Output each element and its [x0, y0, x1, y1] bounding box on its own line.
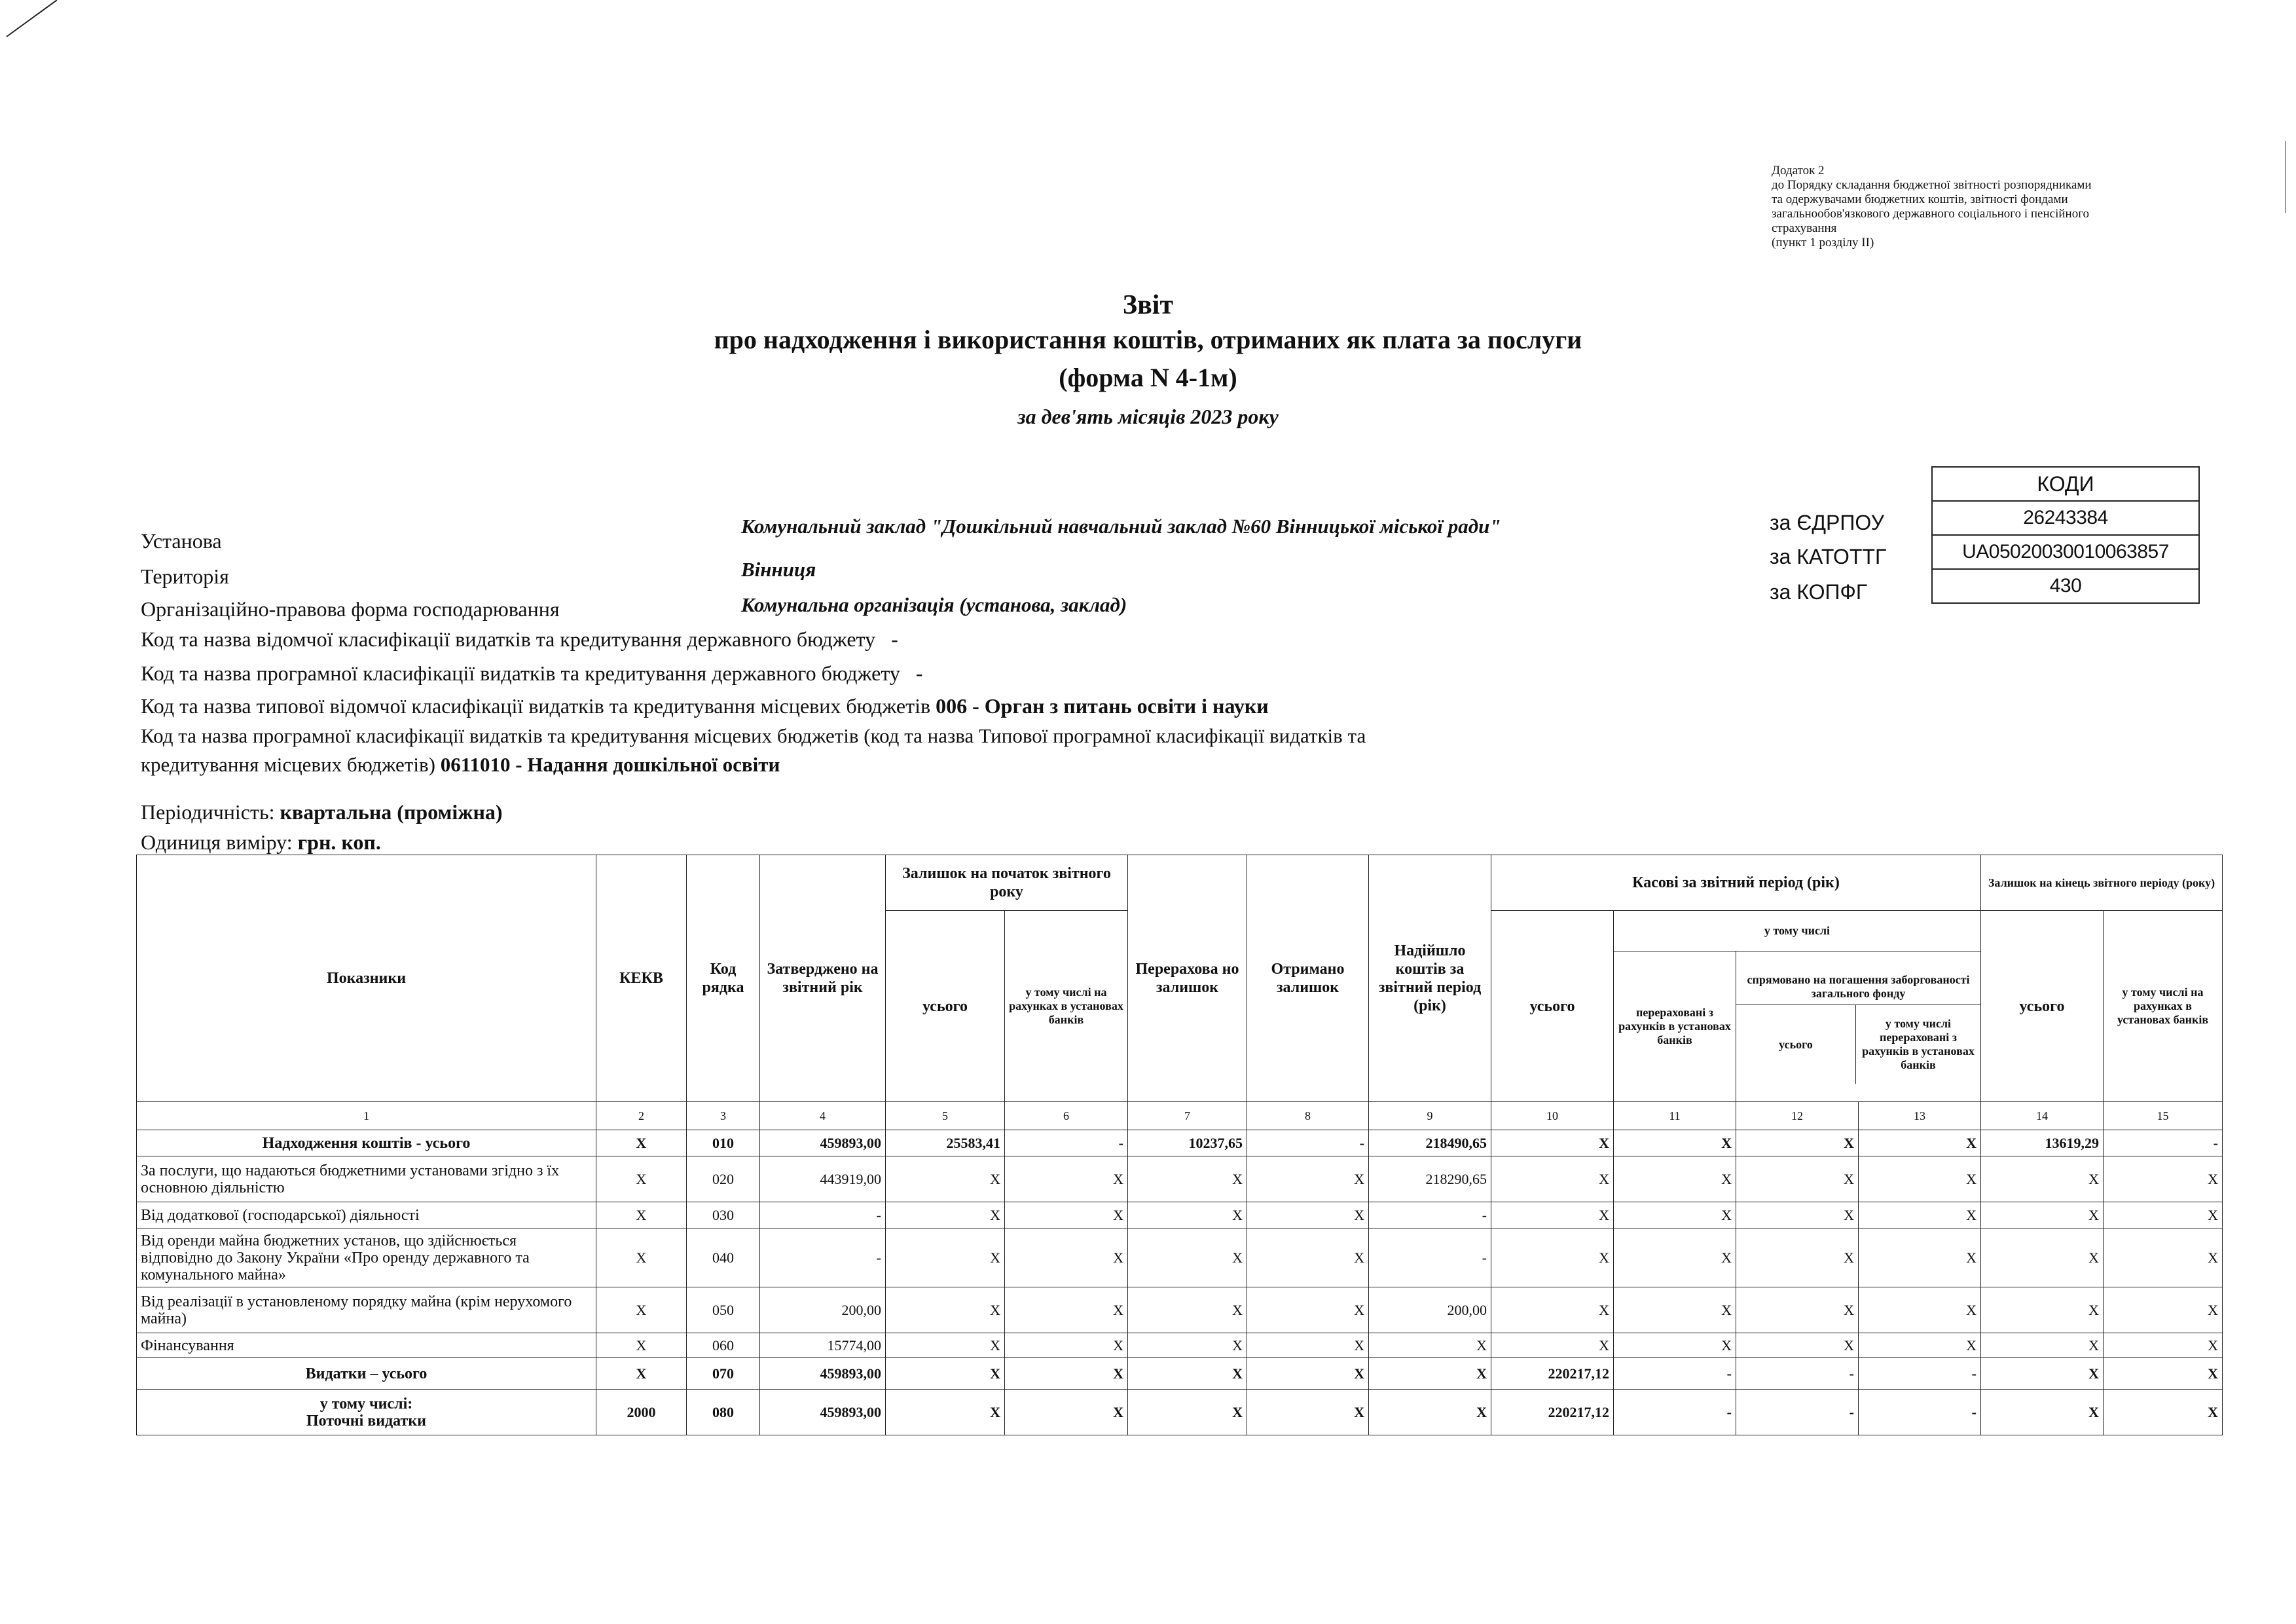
- row-label: Від реалізації в установленому порядку майна (крім нерухомого майна): [137, 1287, 596, 1333]
- cell-c7: X: [1128, 1228, 1247, 1287]
- cell-c14: X: [1981, 1228, 2104, 1287]
- cell-kekv: X: [596, 1202, 687, 1228]
- cell-c6: X: [1005, 1228, 1128, 1287]
- institution-label: Установа: [141, 529, 222, 553]
- cell-c14: X: [1981, 1358, 2104, 1390]
- cell-code: 080: [687, 1390, 760, 1435]
- cell-c7: X: [1128, 1156, 1247, 1202]
- cell-c10: X: [1491, 1228, 1614, 1287]
- unit-label: Одиниця виміру:: [141, 830, 293, 854]
- debt-repay-label: спрямовано на погашення заборгованості загального фонду: [1736, 969, 1980, 1005]
- cell-c9: -: [1369, 1202, 1491, 1228]
- col-cash: Касові за звітний період (рік): [1491, 855, 1981, 911]
- periodicity-label: Періодичність:: [141, 800, 275, 824]
- cell-c9: 218290,65: [1369, 1156, 1491, 1202]
- dept-class-line: [141, 627, 898, 652]
- cell-c12: -: [1736, 1390, 1859, 1435]
- col-number: 14: [1981, 1102, 2104, 1130]
- col-cash-total: усього: [1491, 911, 1614, 1102]
- report-period: за дев'ять місяців 2023 року: [1017, 405, 1279, 428]
- cell-c6: X: [1005, 1202, 1128, 1228]
- prog-class-label: Код та назва програмної класифікації видатків та кредитування державного бюджету: [141, 661, 900, 685]
- cell-c10: X: [1491, 1287, 1614, 1333]
- typical-class-label: Код та назва типової відомчої класифікації видатків та кредитування місцевих бюджетів: [141, 694, 931, 718]
- table-row: [137, 1156, 2223, 1202]
- col-transferred-banks: перераховані з рахунків в установах банків: [1614, 951, 1736, 1102]
- territory-label: Територія: [141, 564, 229, 588]
- col-start-in-banks: у тому числі на рахунках в установах банків: [1005, 911, 1128, 1102]
- col-debt-repay: [1736, 951, 1981, 1102]
- kopfg-code: 430: [1932, 569, 2199, 603]
- cell-c14: X: [1981, 1333, 2104, 1358]
- unit-value: грн. коп.: [297, 830, 381, 854]
- cell-code: 070: [687, 1358, 760, 1390]
- local-prog-label-2: кредитування місцевих бюджетів): [141, 753, 435, 776]
- codes-header: КОДИ: [1932, 467, 2199, 501]
- territory-value: Вінниця: [741, 558, 816, 581]
- col-number: 12: [1736, 1102, 1859, 1130]
- cell-c9: X: [1369, 1358, 1491, 1390]
- cell-c11: -: [1614, 1358, 1736, 1390]
- prog-class-line: [141, 661, 923, 686]
- table-row: [137, 1287, 2223, 1333]
- cell-c4: 459893,00: [760, 1390, 886, 1435]
- cell-c4: -: [760, 1202, 886, 1228]
- local-prog-label: Код та назва програмної класифікації видатків та кредитування місцевих бюджетів (код та назва Типової програмної класифікації видатків та: [141, 724, 1366, 747]
- cell-c14: X: [1981, 1390, 2104, 1435]
- cell-c12: X: [1736, 1228, 1859, 1287]
- cell-c15: X: [2104, 1228, 2223, 1287]
- org-form-label: Організаційно-правова форма господарювання: [141, 597, 560, 621]
- cell-c13: X: [1859, 1287, 1981, 1333]
- cell-c6: X: [1005, 1333, 1128, 1358]
- cell-c5: X: [886, 1333, 1005, 1358]
- cell-c8: X: [1247, 1156, 1369, 1202]
- pen-stroke-mark: [6, 0, 57, 37]
- cell-c15: X: [2104, 1390, 2223, 1435]
- typical-class-line: [141, 694, 1269, 718]
- col-number: 15: [2104, 1102, 2223, 1130]
- cell-c10: X: [1491, 1202, 1614, 1228]
- cell-c6: X: [1005, 1287, 1128, 1333]
- col-number: 13: [1859, 1102, 1981, 1130]
- col-number: 8: [1247, 1102, 1369, 1130]
- table-row: [137, 1130, 2223, 1156]
- cell-c6: -: [1005, 1130, 1128, 1156]
- row-label: у тому числі: Поточні видатки: [137, 1390, 596, 1435]
- cell-c10: X: [1491, 1130, 1614, 1156]
- cell-c5: X: [886, 1358, 1005, 1390]
- col-arrived: Надійшло коштів за звітний період (рік): [1369, 855, 1491, 1102]
- cell-kekv: 2000: [596, 1390, 687, 1435]
- cell-c5: X: [886, 1202, 1005, 1228]
- cell-c12: X: [1736, 1333, 1859, 1358]
- cell-code: 020: [687, 1156, 760, 1202]
- cell-c10: 220217,12: [1491, 1390, 1614, 1435]
- cell-c13: X: [1859, 1156, 1981, 1202]
- cell-c6: X: [1005, 1156, 1128, 1202]
- col-number: 6: [1005, 1102, 1128, 1130]
- cell-c13: -: [1859, 1390, 1981, 1435]
- cell-kekv: X: [596, 1287, 687, 1333]
- cell-c7: X: [1128, 1202, 1247, 1228]
- cell-code: 060: [687, 1333, 760, 1358]
- cell-c11: X: [1614, 1228, 1736, 1287]
- cell-c9: X: [1369, 1390, 1491, 1435]
- edrpou-code: 26243384: [1932, 501, 2199, 535]
- cell-c12: X: [1736, 1287, 1859, 1333]
- cell-c12: X: [1736, 1202, 1859, 1228]
- katottg-code: UA05020030010063857: [1932, 535, 2199, 569]
- col-kekv: КЕКВ: [596, 855, 687, 1102]
- cell-c8: X: [1247, 1202, 1369, 1228]
- dept-class-label: Код та назва відомчої класифікації видатків та кредитування державного бюджету: [141, 627, 876, 651]
- row-label: Від додаткової (господарської) діяльності: [137, 1202, 596, 1228]
- typical-class-value: 006 - Орган з питань освіти і науки: [936, 694, 1269, 718]
- cell-c4: 459893,00: [760, 1358, 886, 1390]
- cell-c14: X: [1981, 1156, 2104, 1202]
- cell-c13: X: [1859, 1333, 1981, 1358]
- periodicity-line: [141, 800, 503, 824]
- row-label: Фінансування: [137, 1333, 596, 1358]
- cell-c15: -: [2104, 1130, 2223, 1156]
- row-label: За послуги, що надаються бюджетними установами згідно з їх основною діяльністю: [137, 1156, 596, 1202]
- org-form-value: Комунальна організація (установа, заклад): [741, 593, 1127, 616]
- cell-code: 040: [687, 1228, 760, 1287]
- cell-c15: X: [2104, 1202, 2223, 1228]
- scan-edge-mark: [2285, 141, 2286, 213]
- cell-c6: X: [1005, 1358, 1128, 1390]
- cell-c5: X: [886, 1287, 1005, 1333]
- cell-kekv: X: [596, 1130, 687, 1156]
- cell-c9: 218490,65: [1369, 1130, 1491, 1156]
- annex-line: Додаток 2: [1772, 164, 1825, 177]
- cell-c12: X: [1736, 1130, 1859, 1156]
- cell-c5: 25583,41: [886, 1130, 1005, 1156]
- row-label: Від оренди майна бюджетних установ, що здійснюється відповідно до Закону України «Про оренду державного та комунального майна»: [137, 1228, 596, 1287]
- cell-c10: X: [1491, 1156, 1614, 1202]
- cell-kekv: X: [596, 1358, 687, 1390]
- cell-c11: X: [1614, 1287, 1736, 1333]
- report-subtitle: про надходження і використання коштів, отриманих як плата за послуги: [714, 325, 1582, 354]
- cell-c14: X: [1981, 1287, 2104, 1333]
- report-title: Звіт: [1122, 290, 1174, 320]
- annex-line: страхування: [1772, 221, 1837, 235]
- cell-c12: X: [1736, 1156, 1859, 1202]
- local-prog-line: [141, 722, 1640, 779]
- table-row: [137, 1333, 2223, 1358]
- col-number: 11: [1614, 1102, 1736, 1130]
- col-approved: Затверджено на звітний рік: [760, 855, 886, 1102]
- debt-total-label: усього: [1736, 1005, 1856, 1084]
- col-number: 1: [137, 1102, 596, 1130]
- annex-line: до Порядку складання бюджетної звітності розпорядниками: [1772, 178, 2092, 192]
- col-number: 10: [1491, 1102, 1614, 1130]
- dept-class-value: -: [891, 627, 898, 651]
- cell-c8: X: [1247, 1358, 1369, 1390]
- col-cash-including: у тому числі: [1614, 911, 1981, 951]
- katottg-label: за КАТОТТГ: [1770, 545, 1887, 568]
- prog-class-value: -: [915, 661, 923, 685]
- cell-c7: X: [1128, 1287, 1247, 1333]
- cell-c4: -: [760, 1228, 886, 1287]
- cell-c5: X: [886, 1390, 1005, 1435]
- cell-kekv: X: [596, 1228, 687, 1287]
- cell-code: 010: [687, 1130, 760, 1156]
- col-number: 5: [886, 1102, 1005, 1130]
- cell-c7: 10237,65: [1128, 1130, 1247, 1156]
- cell-c11: X: [1614, 1333, 1736, 1358]
- col-end-total: усього: [1981, 911, 2104, 1102]
- unit-line: [141, 830, 381, 855]
- cell-c13: -: [1859, 1358, 1981, 1390]
- cell-c12: -: [1736, 1358, 1859, 1390]
- report-form-number: (форма N 4-1м): [1059, 363, 1237, 392]
- column-number-row: [137, 1102, 2223, 1130]
- row-label: Видатки – усього: [137, 1358, 596, 1390]
- cell-c15: X: [2104, 1358, 2223, 1390]
- col-number: 7: [1128, 1102, 1247, 1130]
- col-balance-start: Залишок на початок звітного року: [886, 855, 1128, 911]
- cell-c8: -: [1247, 1130, 1369, 1156]
- cell-c14: 13619,29: [1981, 1130, 2104, 1156]
- local-prog-value: 0611010 - Надання дошкільної освіти: [440, 753, 780, 776]
- cell-c15: X: [2104, 1287, 2223, 1333]
- cell-c5: X: [886, 1156, 1005, 1202]
- edrpou-label: за ЄДРПОУ: [1770, 511, 1884, 534]
- annex-line: та одержувачами бюджетних коштів, звітності фондами: [1772, 193, 2068, 206]
- cell-c11: X: [1614, 1202, 1736, 1228]
- table-row: [137, 1228, 2223, 1287]
- cell-c9: X: [1369, 1333, 1491, 1358]
- periodicity-value: квартальна (проміжна): [280, 800, 503, 824]
- col-number: 9: [1369, 1102, 1491, 1130]
- cell-c7: X: [1128, 1358, 1247, 1390]
- col-received: Отримано залишок: [1247, 855, 1369, 1102]
- cell-c4: 459893,00: [760, 1130, 886, 1156]
- cell-c4: 15774,00: [760, 1333, 886, 1358]
- col-number: 2: [596, 1102, 687, 1130]
- col-transferred: Перерахова но залишок: [1128, 855, 1247, 1102]
- cell-c14: X: [1981, 1202, 2104, 1228]
- cell-c15: X: [2104, 1156, 2223, 1202]
- cell-c13: X: [1859, 1202, 1981, 1228]
- cell-c13: X: [1859, 1130, 1981, 1156]
- col-number: 4: [760, 1102, 886, 1130]
- annex-note: [1772, 164, 2197, 250]
- annex-line: загальнообов'язкового державного соціального і пенсійного: [1772, 207, 2090, 221]
- table-body: [137, 1130, 2223, 1435]
- cell-c9: -: [1369, 1228, 1491, 1287]
- cell-c8: X: [1247, 1228, 1369, 1287]
- col-indicators: Показники: [137, 855, 596, 1102]
- cell-kekv: X: [596, 1156, 687, 1202]
- cell-code: 030: [687, 1202, 760, 1228]
- cell-c11: X: [1614, 1130, 1736, 1156]
- report-table: [136, 855, 2223, 1435]
- col-number: 3: [687, 1102, 760, 1130]
- cell-c5: X: [886, 1228, 1005, 1287]
- institution-value: Комунальний заклад "Дошкільний навчальний заклад №60 Вінницької міської ради": [741, 515, 1501, 538]
- cell-code: 050: [687, 1287, 760, 1333]
- table-row: [137, 1202, 2223, 1228]
- cell-kekv: X: [596, 1333, 687, 1358]
- cell-c8: X: [1247, 1333, 1369, 1358]
- cell-c8: X: [1247, 1390, 1369, 1435]
- col-end-in-banks: у тому числі на рахунках в установах банків: [2104, 911, 2223, 1102]
- debt-in-banks-label: у тому числі перераховані з рахунків в установах банків: [1862, 1017, 1975, 1071]
- cell-c11: X: [1614, 1156, 1736, 1202]
- cell-c11: -: [1614, 1390, 1736, 1435]
- cell-c13: X: [1859, 1228, 1981, 1287]
- annex-line: (пункт 1 розділу II): [1772, 236, 1874, 249]
- cell-c10: 220217,12: [1491, 1358, 1614, 1390]
- codes-table: [1931, 466, 2200, 604]
- cell-c10: X: [1491, 1333, 1614, 1358]
- cell-c4: 443919,00: [760, 1156, 886, 1202]
- cell-c7: X: [1128, 1333, 1247, 1358]
- table-row: [137, 1358, 2223, 1390]
- cell-c8: X: [1247, 1287, 1369, 1333]
- col-start-total: усього: [886, 911, 1005, 1102]
- col-balance-end: Залишок на кінець звітного періоду (року): [1981, 855, 2223, 911]
- cell-c9: 200,00: [1369, 1287, 1491, 1333]
- cell-c4: 200,00: [760, 1287, 886, 1333]
- row-label: Надходження коштів - усього: [137, 1130, 596, 1156]
- col-row-code: Код рядка: [687, 855, 760, 1102]
- cell-c7: X: [1128, 1390, 1247, 1435]
- cell-c15: X: [2104, 1333, 2223, 1358]
- table-row: [137, 1390, 2223, 1435]
- kopfg-label: за КОПФГ: [1770, 580, 1868, 604]
- cell-c6: X: [1005, 1390, 1128, 1435]
